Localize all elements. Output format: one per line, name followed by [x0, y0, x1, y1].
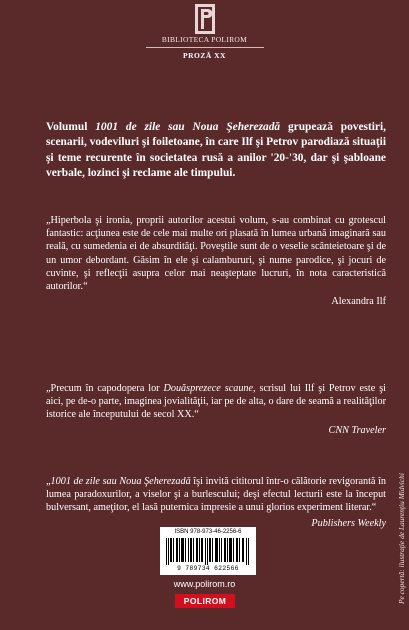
series-logo — [0, 4, 409, 60]
intro-blurb — [46, 120, 386, 181]
quote-text: „Hiperbola şi ironia, proprii autorilor acestui volum, s-au combinat cu grotescul fantastic: acţiunea este de cele mai multe ori plasată în lumea urbană imaginară sau reală, cu sumedenia ei de absurdităţi. Poveştile sunt de o veselie scânteietoare şi de un umor debordant. Găsim în ele şi calambururi, şi nume parodice, şi jocuri de cuvinte, şi reflecţii asupra celor mai neaşteptate lucruri, în nota caracteristică autorilor.“ — [46, 215, 386, 293]
polirom-emblem-icon — [193, 4, 217, 34]
quote-text-part: „Precum în capodopera lor — [46, 383, 164, 394]
quote-book-title: Douăsprezece scaune — [163, 383, 254, 394]
publisher-website[interactable]: www.polirom.ro — [173, 579, 236, 589]
quote-text — [46, 382, 386, 422]
quote-text-part: , scrisul lui Ilf şi Petrov este şi aici, pe de-o parte, imaginea jovialităţii, iar pe de alta, o dare de seamă a realităţilor istorice ale începutului de secol XX.“ — [46, 383, 386, 421]
barcode-icon — [166, 538, 250, 565]
quote-author: CNN Traveler — [328, 424, 386, 436]
publisher-logo: POLIROM — [175, 594, 235, 608]
quote-text — [46, 475, 386, 515]
review-quote — [46, 382, 386, 437]
isbn-number: ISBN 978-973-46-2256-6 — [174, 529, 242, 535]
quote-author: Publishers Weekly — [311, 517, 386, 529]
intro-rest: grupează povestiri, scenarii, vodeviluri şi foiletoane, în care Ilf şi Petrov parodiază situaţii şi teme recurente în societatea rusă a anilor '20-'30, dar şi şabloane verbale, lozinci şi reclame ale timpului. — [46, 121, 386, 179]
quote-author: Alexandra Ilf — [331, 296, 386, 308]
quote-text-part: îşi invită cititorul într-o călătorie revigorantă în lumea paradoxurilor, a viselor şi a burlescului; deşi efectul lecturii este la început bulversant, ameţitor, el lasă puternica impresie a unui glorios experiment literar.“ — [46, 476, 387, 514]
quote-text-part: „ — [46, 476, 51, 487]
review-quote — [46, 214, 386, 308]
isbn-barcode — [160, 527, 256, 575]
intro-lead: Volumul — [46, 121, 96, 133]
cover-illustration-credit: Pe copertă: ilustraţie de Laurenţiu Midvichi — [397, 473, 406, 604]
review-quote — [46, 475, 386, 530]
barcode-number: 9 789734 622566 — [177, 565, 239, 572]
quote-book-title: 1001 de zile sau Noua Şeherezadă — [50, 476, 191, 487]
series-name: BIBLIOTECA POLIROM — [161, 35, 248, 44]
header-divider — [146, 47, 264, 48]
intro-book-title: 1001 de zile sau Noua Şeherezadă — [95, 121, 281, 133]
collection-name: PROZĂ XX — [183, 51, 226, 60]
